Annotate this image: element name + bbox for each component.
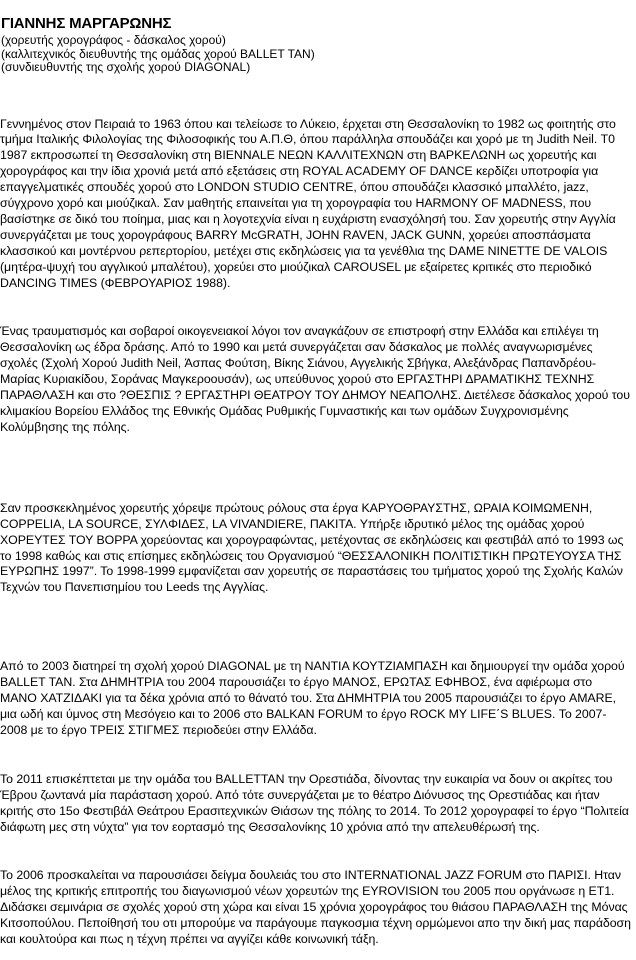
role-line-ballet-tan: (καλλιτεχνικός διευθυντής της ομάδας χορού BALLET TAN): [1, 46, 315, 61]
paragraph-guest-dancer: Σαν προσκεκλημένος χορευτής χόρεψε πρώτους ρόλους στα έργα ΚΑΡΥΟΘΡΑΥΣΤΗΣ, ΩΡΑΙΑ ΚΟΙΜΩΜΕΝΗ, COPPELIA, LA SOURCE, ΣΥΛΦΙΔΕΣ, LA VIVANDIERE, ΠΑΚΙΤΑ. Υπήρξε ιδρυτικό μέλος της ομάδας χορού ΧΟΡΕΥΤΕΣ ΤΟΥ ΒΟΡΡΑ χορεύοντας και χορογραφώντας, μετέχοντας σε εκδηλώσεις και φεστιβάλ από το 1993 ως το 1998 καθώς και στις επίσημες εκδηλώσεις του Οργανισμού “ΘΕΣΣΑΛΟΝΙΚΗ ΠΟΛΙΤΙΣΤΙΚΗ ΠΡΩΤΕΥΟΥΣΑ ΤΗΣ ΕΥΡΩΠΗΣ 1997”. Το 1998-1999 εμφανίζεται σαν χορευτής σε παραστάσεις του τμήματος χορού της Σχολής Καλών Τεχνών του Πανεπισημίου του Leeds της Αγγλίας.: [0, 500, 624, 595]
paragraph-orestiada: Το 2011 επισκέπτεται με την ομάδα του BALLETTAN την Ορεστιάδα, δίνοντας την ευκαιρία να δουν οι ακρίτες του Έβρου ζωντανά μία παράσταση χορού. Από τότε συνεργάζεται με το θέατρο Διόνυσος της Ορεστιάδας και ήταν κριτής στο 15ο Φεστιβάλ Θεάτρου Ερασιτεχνικών Θιάσων της πόλης το 2014. Το 2012 χορογραφεί το έργο “Πολιτεία διάφωτη μες στη νύχτα” για τον εορτασμό της Θεσσαλονίκης 10 χρόνια από την απελευθέρωσή της.: [0, 771, 629, 834]
paragraph-return-greece: Ένας τραυματισμός και σοβαροί οικογενειακοί λόγοι τον αναγκάζουν σε επιστροφή στην Ελλάδα και επιλέγει τη Θεσσαλονίκη ως έδρα δράσης. Από το 1990 και μετά συνεργάζεται σαν δάσκαλος με πολλές αναγνωρισμένες σχολές (Σχολή Χορού Judith Neil, Άσπας Φούτση, Βίκης Σιάνου, Αγγελικής Σβήγκα, Αλεξάνδρας Παπανδρέου-Μαρίας Κυριακίδου, Σοράνας Μαγκεροουσάν), ως υπεύθυνος χορού στο ΕΡΓΑΣΤΗΡΙ ΔΡΑΜΑΤΙΚΗΣ ΤΕΧΝΗΣ ΠΑΡΑΘΛΑΣΗ και στο ?ΘΕΣΠΙΣ ? ΕΡΓΑΣΤΗΡΙ ΘΕΑΤΡΟΥ ΤΟΥ ΔΗΜΟΥ ΝΕΑΠΟΛΗΣ. Διετέλεσε δάσκαλος χορού του κλιμακίου Βορείου Ελλάδος της Εθνικής Ομάδας Ρυθμικής Γυμναστικής και των ομάδων Συγχρονισμένης Κολύμβησης της πόλης.: [0, 324, 630, 434]
paragraph-international: Το 2006 προσκαλείται να παρουσιάσει δείγμα δουλειάς του στο INTERNATIONAL JAZZ FORUM στο ΠΑΡΙΣΙ. Ηταν μέλος της κριτικής επιτροπής του διαγωνισμού νέων χορευτών της EYROVISION του 2005 που οργάνωσε η ΕΤ1. Διδάσκει σεμινάρια σε σχολές χορού στη χώρα και είναι 15 χρόνια χορογράφος του θιάσου ΠΑΡΑΘΛΑΣΗ της Μόνας Κιτσοπούλου. Πεποίθησή του οτι μπορούμε να παράγουμε παγκοσμια τέχνη ορμώμενοι απο την δική μας παράδοση και κουλτούρα και πως η τέχνη πρέπει να αγγίζει κάθε κοινωνική τάξη.: [0, 868, 631, 947]
role-line-diagonal: (συνδιευθυντής της σχολής χορού DIAGONAL): [1, 60, 251, 74]
person-name-heading: ΓΙΑΝΝΗΣ ΜΑΡΓΑΡΩΝΗΣ: [1, 15, 172, 32]
header-block: [0, 14, 631, 75]
role-line-choreographer: (χορευτής χορογράφος - δάσκαλος χορού): [1, 33, 226, 47]
paragraph-diagonal-school: Από το 2003 διατηρεί τη σχολή χορού DIAGONAL με τη ΝΑΝΤΙΑ ΚΟΥΤΖΙΑΜΠΑΣΗ και δημιουργεί την ομάδα χορού BALLET TAN. Στα ΔΗΜΗΤΡΙΑ του 2004 παρουσιάζει το έργο ΜΑΝΟΣ, ΕΡΩΤΑΣ ΕΦΗΒΟΣ, ένα αφιέρωμα στο ΜΑΝΟ ΧΑΤΖΙΔΑΚΙ για τα δέκα χρόνια από το θάνατό του. Στα ΔΗΜΗΤΡΙΑ του 2005 παρουσιάζει το έργο AMARE, μια ωδή και ύμνος στη Μεσόγειο και το 2006 στο BALKAN FORUM το έργο ROCK MY LIFE΄S BLUES. Το 2007-2008 με το έργο ΤΡΕΙΣ ΣΤΙΓΜΕΣ περιοδεύει στην Ελλάδα.: [0, 659, 625, 737]
paragraph-early-life: Γεννημένος στον Πειραιά το 1963 όπου και τελείωσε το Λύκειο, έρχεται στη Θεσσαλονίκη το 1982 ως φοιτητής στο τμήμα Ιταλικής Φιλολογίας της Φιλοσοφικής του Α.Π.Θ, όπου παράλληλα σπουδάζει και χορό με τη Judith Neil. Τ0 1987 εκπροσωπεί τη Θεσσαλονίκη στη BIENNALE ΝΕΩΝ ΚΑΛΛΙΤΕΧΝΩΝ στη ΒΑΡΚΕΛΩΝΗ ως χορευτής και χορογράφος και την ίδια χρονιά μετά από εξετάσεις στη ROYAL ACADEMY OF DANCE κερδίζει υποτροφία για επαγγελματικές σπουδές χορού στο LONDON STUDIO CENTRE, όπου σπουδάζει κλασσικό μπαλλέτο, jazz, σύγχρονο χορό και μιούζικαλ. Σαν μαθητής επαινείται για τη χορογραφία του HARMONY OF MADNESS, που βασίστηκε σε δικό του ποίημα, μιας και η λογοτεχνία είναι η ευχάριστη ενασχόλησή του. Σαν χορευτής στην Αγγλία συνεργάζεται με τους χορογράφους BARRY McGRATH, JOHN RAVEN, JACK GUNN, χορεύει αποσπάσματα κλασσικού και μοντέρνου ρεπερτορίου, μετέχει στις εκδηλώσεις για τα γενέθλια της DAME NINETTE DE VALOIS (μητέρα-ψυχή του αγγλικού μπαλέτου), χορεύει στο μιούζικαλ CAROUSEL με εξαίρετες κριτικές στο περιοδικό DANCING TIMES (ΦΕΒΡΟΥΑΡΙΟΣ 1988).: [0, 116, 616, 290]
